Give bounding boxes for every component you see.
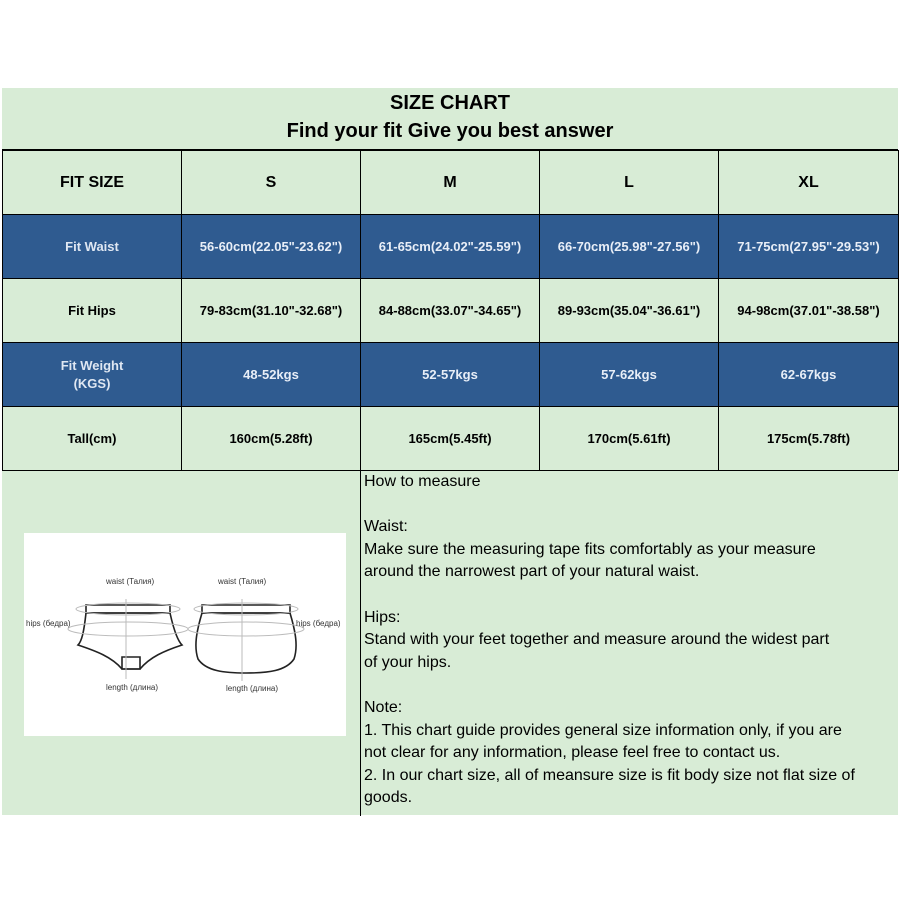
note1-line2: not clear for any information, please feel free to contact us. [364,744,781,762]
table-cell: 94-98cm(37.01"-38.58") [719,279,899,343]
hips-title: Hips: [364,608,401,626]
briefs-illustration [24,533,346,736]
table-cell: 48-52kgs [182,343,361,407]
row-label: Fit Hips [3,279,182,343]
instructions-heading: How to measure [364,473,481,490]
table-cell: 165cm(5.45ft) [361,407,540,471]
row-label-line2: (KGS) [73,376,111,391]
table-cell: 56-60cm(22.05"-23.62") [182,215,361,279]
header-size-s: S [182,151,361,215]
measure-instructions [364,471,896,810]
table-header-row [3,151,899,215]
chart-title: SIZE CHART [390,92,510,114]
row-label-line1: Fit Weight [60,358,124,373]
hips-text-line2: of your hips. [364,653,452,671]
column-divider [360,471,361,816]
hips-label-left: hips (бедра) [26,619,71,628]
table-cell: 79-83cm(31.10"-32.68") [182,279,361,343]
waist-text-line1: Make sure the measuring tape fits comfortably as your measure [364,540,816,558]
table-cell: 170cm(5.61ft) [540,407,719,471]
table-cell: 89-93cm(35.04"-36.61") [540,279,719,343]
measurement-diagram [24,533,346,736]
header-size-m: M [361,151,540,215]
row-label [3,343,182,407]
table-cell: 175cm(5.78ft) [719,407,899,471]
note-title: Note: [364,698,403,716]
table-cell: 84-88cm(33.07"-34.65") [361,279,540,343]
note2-line1: 2. In our chart size, all of meansure size is fit body size not flat size of [364,766,855,784]
hips-text-line1: Stand with your feet together and measure around the widest part [364,631,830,649]
length-label-left: length (длина) [106,683,159,692]
size-chart-sheet [2,88,898,815]
header-size-xl: XL [719,151,899,215]
table-cell: 71-75cm(27.95"-29.53") [719,215,899,279]
table-cell: 61-65cm(24.02"-25.59") [361,215,540,279]
row-tall [3,407,899,471]
waist-title: Waist: [364,518,408,536]
measure-section [2,470,898,815]
waist-label-left: waist (Талия) [106,577,155,586]
row-fit-waist [3,215,899,279]
row-fit-hips [3,279,899,343]
note2-line2: goods. [364,789,413,807]
table-cell: 66-70cm(25.98"-27.56") [540,215,719,279]
table-cell: 52-57kgs [361,343,540,407]
hips-label-right: hips (бедра) [296,619,341,628]
header-fit-size: FIT SIZE [3,151,182,215]
table-cell: 57-62kgs [540,343,719,407]
header-size-l: L [540,151,719,215]
row-fit-weight [3,343,899,407]
length-label-right: length (длина) [226,684,279,693]
row-label: Tall(cm) [3,407,182,471]
title-block [2,88,898,150]
note1-line1: 1. This chart guide provides general size information only, if you are [364,721,842,739]
table-cell: 62-67kgs [719,343,899,407]
table-cell: 160cm(5.28ft) [182,407,361,471]
waist-text-line2: around the narrowest part of your natural waist. [364,563,700,581]
row-label: Fit Waist [3,215,182,279]
waist-label-right: waist (Талия) [218,577,267,586]
chart-subtitle: Find your fit Give you best answer [286,120,614,142]
size-table [2,150,899,471]
